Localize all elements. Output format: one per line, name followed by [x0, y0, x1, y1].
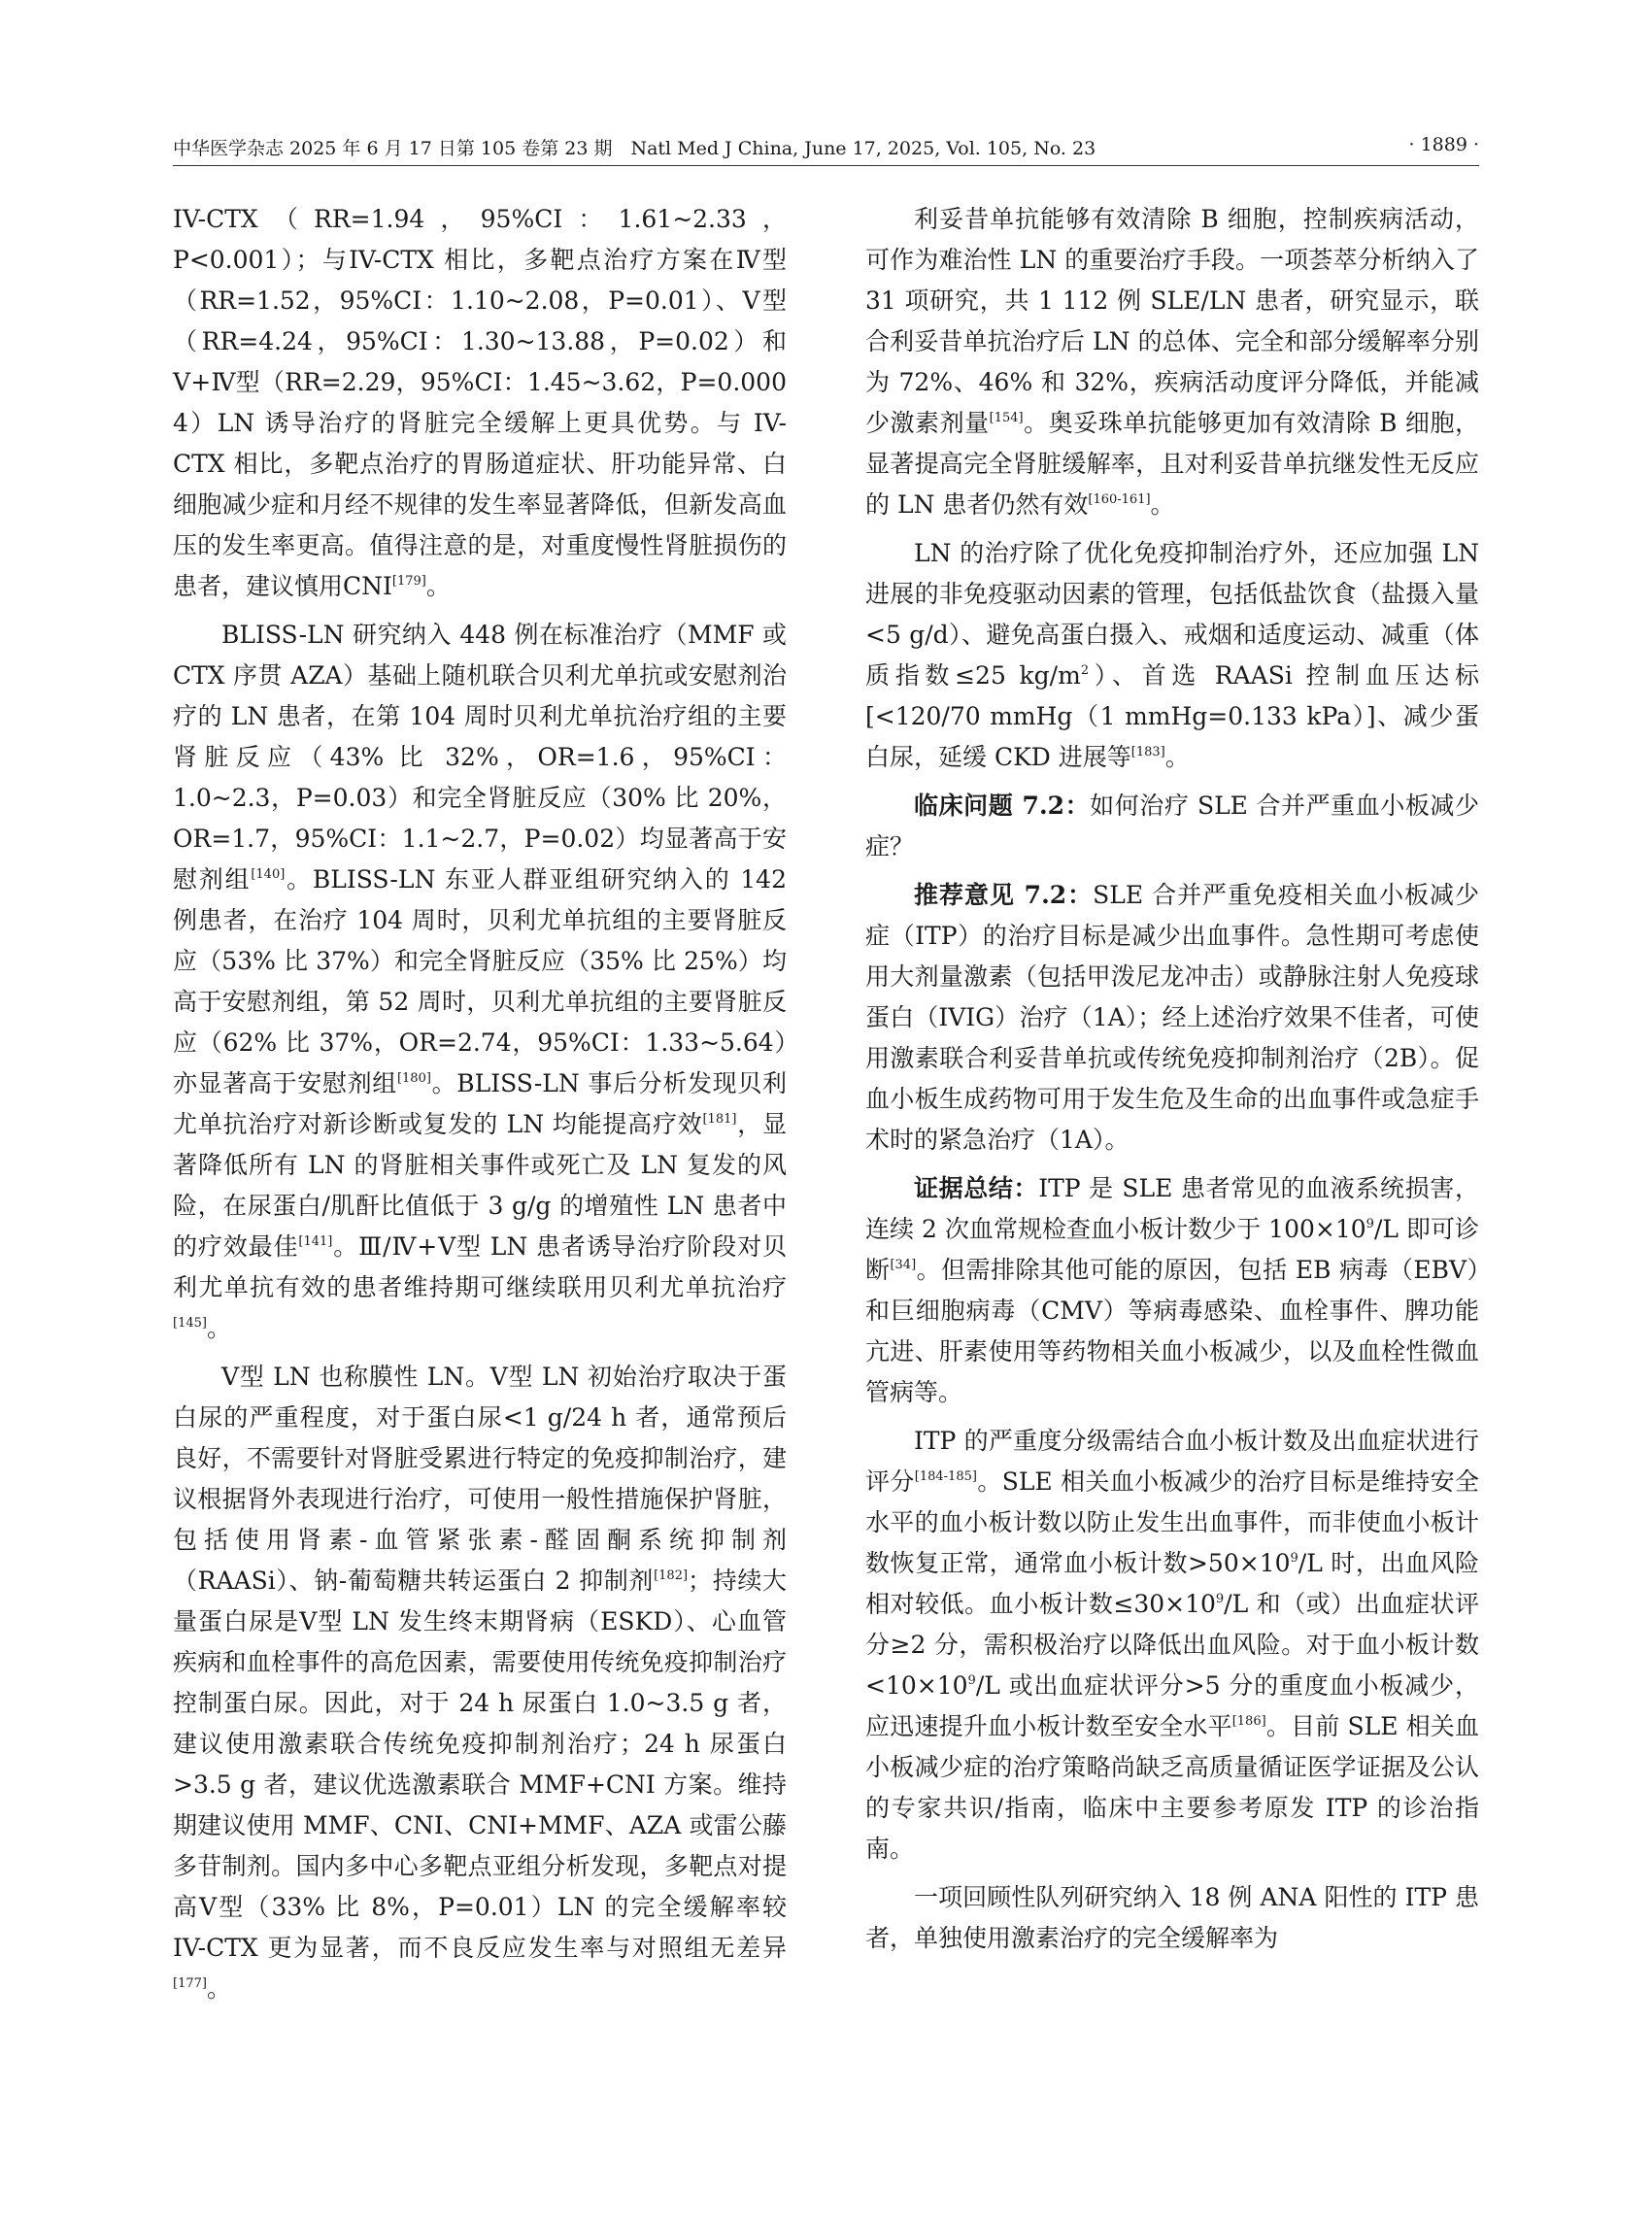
citation-181[interactable]: [181] [702, 1112, 737, 1127]
journal-citation: 中华医学杂志 2025 年 6 月 17 日第 105 卷第 23 期 Natl Med J China, June 17, 2025, Vol. 105, No. 23 [173, 138, 1096, 159]
evidence-summary: 证据总结：ITP 是 SLE 患者常见的血液系统损害，连续 2 次血常规检查血小板计数少于 $100\times 10^9/L$ 即可诊断[34]。但需排除其他可能的原因，包括 EB 病毒（EBV）和巨细胞病毒（CMV）等病毒感染、血栓事件、脾功能亢进、肝素使用等药物相关血小板减少，以及血栓性微血管病等。 [865, 1174, 1479, 1406]
citation-179[interactable]: [179] [391, 574, 426, 589]
paragraph-ivctx-comparison: IV-CTX（RR=1.94，95%CI：1.61~2.33，P<0.001）；与IV-CTX 相比，多靶点治疗方案在Ⅳ型（RR=1.52，95%CI：1.10~2.08，P=0.01）、Ⅴ型（RR=4.24，95%CI：1.30~13.88，P=0.02）和Ⅴ+Ⅳ型（RR=2.29，95%CI：1.45~3.62，P=0.000 4）LN 诱导治疗的肾脏完全缓解上更具优势。与 IV-CTX 相比，多靶点治疗的胃肠道症状、肝功能异常、白细胞减少症和月经不规律的发生率显著降低，但新发高血压的发生率更高。值得注意的是，对重度慢性肾脏损伤的患者，建议慎用CNI[179]。 [173, 205, 787, 600]
citation-186[interactable]: [186] [1231, 1714, 1266, 1729]
left-column [173, 199, 787, 2009]
paragraph-retrospective-cohort: 一项回顾性队列研究纳入 18 例 ANA 阳性的 ITP 患者，单独使用激素治疗的完全缓解率为 [865, 1883, 1479, 1952]
paragraph-bliss-ln: BLISS-LN 研究纳入 448 例在标准治疗（MMF 或 CTX 序贯 AZA）基础上随机联合贝利尤单抗或安慰剂治疗的 LN 患者，在第 104 周时贝利尤单抗治疗组的主要肾脏反应（43% 比 32%，OR=1.6，95%CI：1.0~2.3，P=0.03）和完全肾脏反应（30% 比 20%，OR=1.7，95%CI：1.1~2.7，P=0.02）均显著高于安慰剂组[140]。BLISS-LN 东亚人群亚组研究纳入的 142 例患者，在治疗 104 周时，贝利尤单抗组的主要肾脏反应（53% 比 37%）和完全肾脏反应（35% 比 25%）均高于安慰剂组，第 52 周时，贝利尤单抗组的主要肾脏反应（62% 比 37%，OR=2.74，95%CI：1.33~5.64）亦显著高于安慰剂组[180]。BLISS-LN 事后分析发现贝利尤单抗治疗对新诊断或复发的 LN 均能提高疗效[181]，显著降低所有 LN 的肾脏相关事件或死亡及 LN 复发的风险，在尿蛋白/肌酐比值低于 3 g/g 的增殖性 LN 患者中的疗效最佳[141]。Ⅲ/Ⅳ+Ⅴ型 LN 患者诱导治疗阶段对贝利尤单抗有效的患者维持期可继续联用贝利尤单抗治疗[145]。 [173, 621, 787, 1342]
citation-183[interactable]: [183] [1130, 745, 1165, 759]
paragraph-non-immune-management: LN 的治疗除了优化免疫抑制治疗外，还应加强 LN 进展的非免疫驱动因素的管理，包括低盐饮食（盐摄入量<5 g/d）、避免高蛋白摄入、戒烟和适度运动、减重（体质指数≤25 $kg/m^2$）、首选 RAASi 控制血压达标[<120/70 mmHg（1 mmHg=0.133 kPa）]、减少蛋白尿，延缓 CKD 进展等[183]。 [865, 539, 1479, 771]
citation-180[interactable]: [180] [396, 1071, 431, 1086]
citation-154[interactable]: [154] [989, 411, 1024, 425]
citation-140[interactable]: [140] [251, 867, 286, 882]
question-label: 临床问题 7.2： [914, 792, 1091, 820]
paragraph-class-v-ln: Ⅴ型 LN 也称膜性 LN。Ⅴ型 LN 初始治疗取决于蛋白尿的严重程度，对于蛋白尿<1 g/24 h 者，通常预后良好，不需要针对肾脏受累进行特定的免疫抑制治疗，建议根据肾外表现进行治疗，可使用一般性措施保护肾脏，包括使用肾素-血管紧张素-醛固酮系统抑制剂（RAASi）、钠-葡萄糖共转运蛋白 2 抑制剂[182]；持续大量蛋白尿是Ⅴ型 LN 发生终末期肾病（ESKD）、心血管疾病和血栓事件的高危因素，需要使用传统免疫抑制治疗控制蛋白尿。因此，对于 24 h 尿蛋白 1.0~3.5 g 者，建议使用激素联合传统免疫抑制剂治疗；24 h 尿蛋白>3.5 g 者，建议优选激素联合 MMF+CNI 方案。维持期建议使用 MMF、CNI、CNI+MMF、AZA 或雷公藤多苷制剂。国内多中心多靶点亚组分析发现，多靶点对提高Ⅴ型（33% 比 8%，P=0.01）LN 的完全缓解率较 IV-CTX 更为显著，而不良反应发生率与对照组无差异[177]。 [173, 1363, 787, 2003]
citation-34[interactable]: [34] [890, 1258, 917, 1272]
citation-182[interactable]: [182] [654, 1568, 689, 1583]
page-number: · 1889 · [1408, 134, 1479, 155]
citation-177[interactable]: [177] [173, 1976, 207, 1991]
clinical-question-7-2: 临床问题 7.2：如何治疗 SLE 合并严重血小板减少症？ [865, 792, 1479, 860]
recommendation-label: 推荐意见 7.2： [914, 881, 1094, 909]
recommendation-7-2: 推荐意见 7.2：SLE 合并严重免疫相关血小板减少症（ITP）的治疗目标是减少出血事件。急性期可考虑使用大剂量激素（包括甲泼尼龙冲击）或静脉注射人免疫球蛋白（IVIG）治疗（1A）；经上述治疗效果不佳者，可使用激素联合利妥昔单抗或传统免疫抑制剂治疗（2B）。促血小板生成药物可用于发生危及生命的出血事件或急症手术时的紧急治疗（1A）。 [865, 881, 1479, 1154]
evidence-label: 证据总结： [914, 1174, 1039, 1202]
citation-145[interactable]: [145] [173, 1316, 207, 1331]
running-header [173, 128, 1479, 166]
paragraph-itp-severity: ITP 的严重度分级需结合血小板计数及出血症状进行评分[184-185]。SLE 相关血小板减少的治疗目标是维持安全水平的血小板计数以防止发生出血事件，而非使血小板计数恢复正常，通常血小板计数$>50\times 10^9/L$ 时，出血风险相对较低。血小板计数$\le 30\times 10^9/L$ 和（或）出血症状评分≥2 分，需积极治疗以降低出血风险。对于血小板计数$<10\times 10^9/L$ 或出血症状评分>5 分的重度血小板减少，应迅速提升血小板计数至安全水平[186]。目前 SLE 相关血小板减少症的治疗策略尚缺乏高质量循证医学证据及公认的专家共识/指南，临床中主要参考原发 ITP 的诊治指南。 [865, 1427, 1479, 1863]
right-column [865, 199, 1479, 1959]
citation-184-185[interactable]: [184-185] [914, 1469, 977, 1484]
citation-160-161[interactable]: [160-161] [1088, 492, 1151, 507]
citation-141[interactable]: [141] [298, 1234, 333, 1249]
paragraph-rituximab: 利妥昔单抗能够有效清除 B 细胞，控制疾病活动，可作为难治性 LN 的重要治疗手段。一项荟萃分析纳入了 31 项研究，共 1 112 例 SLE/LN 患者，研究显示，联合利妥昔单抗治疗后 LN 的总体、完全和部分缓解率分别为 72%、46% 和 32%，疾病活动度评分降低，并能减少激素剂量[154]。奥妥珠单抗能够更加有效清除 B 细胞，显著提高完全肾脏缓解率，且对利妥昔单抗继发性无反应的 LN 患者仍然有效[160-161]。 [865, 205, 1479, 519]
